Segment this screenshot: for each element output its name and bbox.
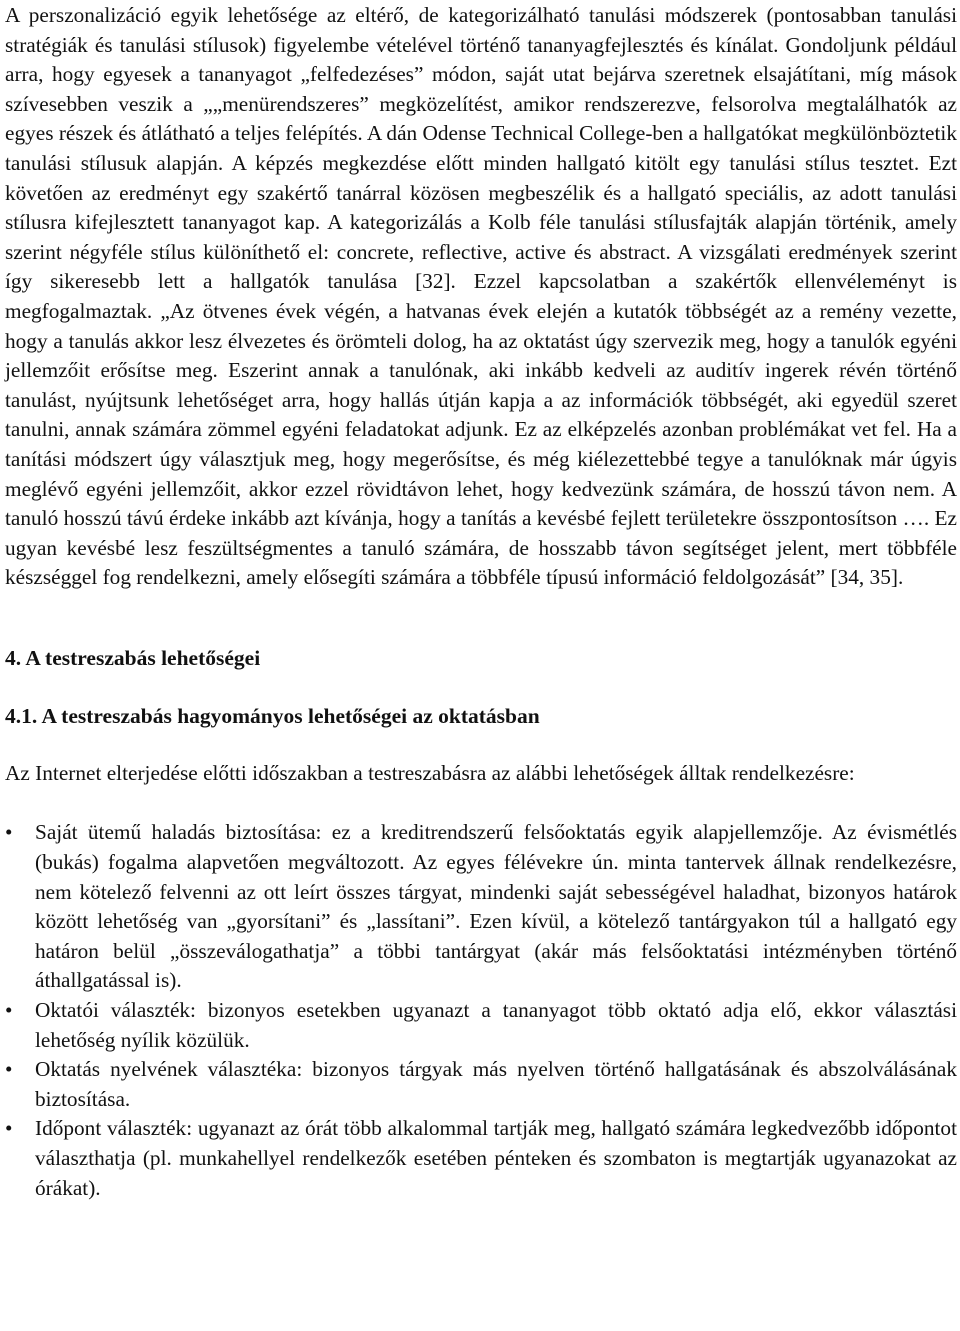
list-item — [5, 818, 957, 996]
subsection-heading: 4.1. A testreszabás hagyományos lehetőségei az oktatásban — [5, 703, 540, 728]
list-item-text: Időpont választék: ugyanazt az órát több alkalommal tartják meg, hallgató számára legkedvezőbb időpontot választhatja (pl. munkahellyel rendelkezők esetében pénteken és szombaton is megtartják ugyanazokat az órákat). — [35, 1116, 957, 1200]
bullet-list — [5, 818, 957, 1203]
list-item-text: Saját ütemű haladás biztosítása: ez a kreditrendszerű felsőoktatás egyik alapjellemzője. Az évismétlés (bukás) fogalma alapvetően megváltozott. Az egyes félévekre ún. minta tantervek állnak rendelkezésre, nem kötelező felvenni az ott leírt összes tárgyat, mindenki saját sebességével haladhat, bizonyos határok között lehetőség van „gyorsítani” és „lassítani”. Ezen kívül, a kötelező tantárgyakon túl a hallgató egy határon belül „összeválogathatja” a többi tantárgyat (akár más felsőoktatási intézményben történő áthallgatással is). — [35, 820, 957, 993]
list-item — [5, 1055, 957, 1114]
bullet-icon: • — [5, 998, 13, 1023]
list-item — [5, 1114, 957, 1203]
list-item — [5, 996, 957, 1055]
document-page — [5, 1, 957, 1203]
list-item-text: Oktatás nyelvének választéka: bizonyos tárgyak más nyelven történő hallgatásának és abszolválásának biztosítása. — [35, 1057, 957, 1111]
bullet-icon: • — [5, 820, 13, 845]
bullet-icon: • — [5, 1057, 13, 1082]
body-paragraph: A perszonalizáció egyik lehetősége az eltérő, de kategorizálható tanulási módszerek (pontosabban tanulási stratégiák és tanulási stílusok) figyelembe vételével történő tananyagfejlesztés és kínálat. Gondoljunk például arra, hogy egyesek a tananyagot „felfedezéses” módon, saját utat bejárva szeretnek elsajátítani, míg mások szívesebben veszik a „„menürendszeres” megközelítést, amikor rendszerezve, felsorolva megtalálhatók az egyes részek és átlátható a teljes felépítés. A dán Odense Technical College-ben a hallgatókat megkülönböztetik tanulási stílusuk alapján. A képzés megkezdése előtt minden hallgató kitölt egy tanulási stílus tesztet. Ezt követően az eredményt egy szakértő tanárral közösen megbeszélik és a hallgató speciális, az adott tanulási stílusra kifejlesztett tananyagot kap. A kategorizálás a Kolb féle tanulási stílusfajták alapján történik, amely szerint négyféle stílus különíthető el: concrete, reflective, active és abstract. A vizsgálati eredmények szerint így sikeresebb lett a hallgatók tanulása [32]. Ezzel kapcsolatban a szakértők ellenvéleményt is megfogalmaztak. „Az ötvenes évek végén, a hatvanas évek elején a kutatók többségét az a remény vezette, hogy a tanulás akkor lesz élvezetes és örömteli dolog, ha az oktatást úgy szervezik meg, hogy a tanulók egyéni jellemzőit erősítse meg. Eszerint annak a tanulónak, aki inkább kedveli az auditív ingerek révén történő tanulást, nyújtsunk lehetőséget arra, hogy hallás útján kapja a az információk többségét, aki egyedül szeret tanulni, annak számára zömmel egyéni feladatokat adjunk. Ez az elképzelés azonban problémákat vet fel. Ha a tanítási módszert úgy választjuk meg, hogy megerősítse, és még kiélezettebbé tegye a tanulóknak már úgyis meglévő egyéni jellemzőit, akkor ezzel rövidtávon lehet, hogy kedvezünk számára, de hosszú távon nem. A tanuló hosszú távú érdeke inkább azt kívánja, hogy a tanítás a kevésbé fejlett területekre összpontosítson …. Ez ugyan kevésbé lesz feszültségmentes a tanuló számára, de hosszabb távon segítséget jelent, mert többféle készséggel fog rendelkezni, amely elősegíti számára a többféle típusú információ feldolgozását” [34, 35]. — [5, 3, 957, 590]
section-heading: 4. A testreszabás lehetőségei — [5, 645, 261, 670]
list-item-text: Oktatói választék: bizonyos esetekben ugyanazt a tananyagot több oktató adja elő, ekkor választási lehetőség nyílik közülük. — [35, 998, 957, 1052]
intro-paragraph: Az Internet elterjedése előtti időszakban a testreszabásra az alábbi lehetőségek álltak rendelkezésre: — [5, 760, 855, 785]
bullet-icon: • — [5, 1116, 13, 1141]
